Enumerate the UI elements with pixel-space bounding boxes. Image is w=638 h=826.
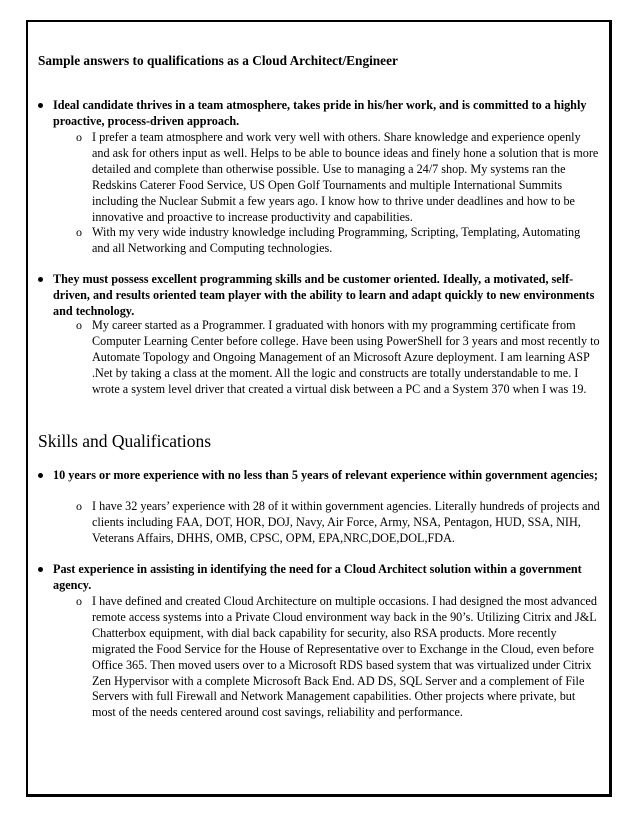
document-heading: Sample answers to qualifications as a Cloud Architect/Engineer bbox=[38, 53, 398, 68]
sub-item-text: I prefer a team atmosphere and work very well with others. Share knowledge and experience openly and ask for others input as well. Helps to be able to bounce ideas and finely hone a solution that is more detailed and complete than otherwise possible. Use to managing a 24/7 shop. My systems ran the Redskins Caterer Food Service, US Open Golf Tournaments and multiple International Summits including the Nuclear Submit a few years ago. I know how to thrive under deadlines and how to be innovative and proactive to increase productivity and capabilities. bbox=[92, 130, 599, 224]
circle-bullet-icon: o bbox=[76, 318, 82, 332]
bullet-text: Past experience in assisting in identifying the need for a Cloud Architect solution within a government agency. bbox=[53, 562, 582, 592]
section-title-skills: Skills and Qualifications bbox=[38, 431, 212, 451]
bullet-item-cloud-architect-need bbox=[38, 562, 598, 594]
circle-bullet-icon: o bbox=[76, 130, 82, 144]
sub-item-text: My career started as a Programmer. I graduated with honors with my programming certificate from Computer Learning Center before college. Have been using PowerShell for 3 years and most recently to Automate Topology and Ongoing Management of an Microsoft Azure deployment. I am learning ASP .Net by taking a class at the moment. All the logic and constructs are totally understandable to me. I wrote a system level driver that created a virtual disk between a PC and a System 370 when I was 19. bbox=[92, 318, 600, 396]
sub-item bbox=[76, 130, 600, 225]
sub-item-text: With my very wide industry knowledge including Programming, Scripting, Templating, Automating and all Networking and Computing technologies. bbox=[92, 225, 581, 255]
sub-item bbox=[76, 318, 600, 398]
sub-item bbox=[76, 499, 600, 547]
bullet-dot-icon bbox=[38, 277, 43, 282]
bullet-item-years-experience bbox=[38, 468, 598, 484]
sub-item bbox=[76, 594, 600, 721]
bullet-dot-icon bbox=[38, 567, 43, 572]
bullet-item-team-atmosphere bbox=[38, 98, 598, 130]
circle-bullet-icon: o bbox=[76, 499, 82, 513]
bullet-item-programming-skills bbox=[38, 272, 598, 320]
circle-bullet-icon: o bbox=[76, 225, 82, 239]
sub-item-text: I have 32 years’ experience with 28 of it within government agencies. Literally hundreds of projects and clients including FAA, DOT, HOR, DOJ, Navy, Air Force, Army, NSA, Pentagon, HUD, SSA, NIH, Veterans Affairs, DHHS, OMB, CPSC, OPM, EPA,NRC,DOE,DOL,FDA. bbox=[92, 499, 600, 545]
bullet-dot-icon bbox=[38, 103, 43, 108]
bullet-text: Ideal candidate thrives in a team atmosphere, takes pride in his/her work, and is committed to a highly proactive, process-driven approach. bbox=[53, 98, 587, 128]
sub-item-text: I have defined and created Cloud Architecture on multiple occasions. I had designed the most advanced remote access systems into a Private Cloud environment way back in the 90’s. Utilizing Citrix and J&L Chatterbox equipment, with dial back capability for security, also RSA products. More recently migrated the Food Service for the House of Representative over to Exchange in the Cloud, even before Office 365. Then moved users over to a Microsoft RDS based system that was virtualized under Citrix Zen Hypervisor with a complete Microsoft Back End. AD DS, SQL Server and a complement of File Servers with full Firewall and Network Management capabilities. Other projects where private, but most of the needs centered around cost savings, reliability and performance. bbox=[92, 594, 597, 720]
bullet-dot-icon bbox=[38, 473, 43, 478]
sub-item bbox=[76, 225, 600, 257]
bullet-text: 10 years or more experience with no less than 5 years of relevant experience within government agencies; bbox=[53, 468, 598, 482]
circle-bullet-icon: o bbox=[76, 594, 82, 608]
bullet-text: They must possess excellent programming skills and be customer oriented. Ideally, a motivated, self-driven, and results oriented team player with the ability to learn and adapt quickly to new environments and technology. bbox=[53, 272, 595, 318]
